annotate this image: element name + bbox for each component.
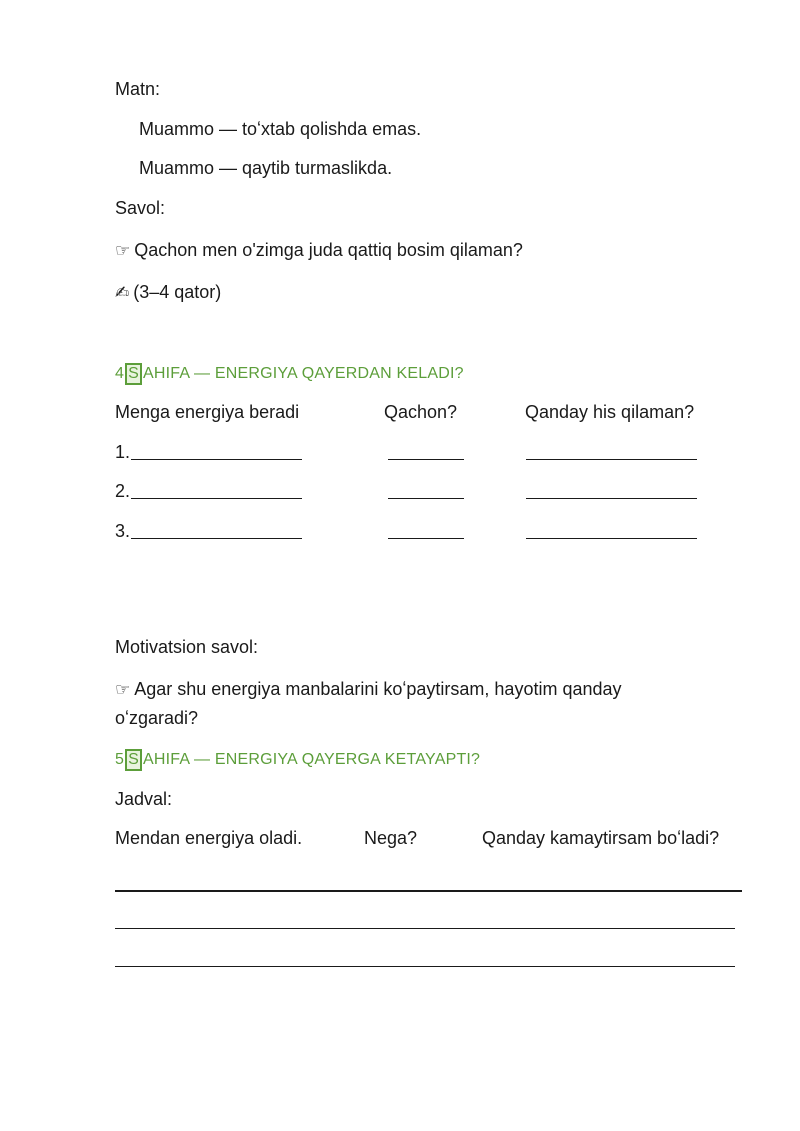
section-4-title: AHIFA — ENERGIYA QAYERDAN KELADI? bbox=[142, 365, 464, 382]
answer-line-1[interactable] bbox=[115, 890, 742, 892]
motivation-question-text-1: Agar shu energiya manbalarini koʻpaytirsam, hayotim qanday bbox=[134, 679, 622, 699]
column-header-energy-drain: Mendan energiya oladi. bbox=[115, 828, 303, 848]
row-number-3: 3. bbox=[115, 521, 131, 541]
row-2-feeling-blank[interactable] bbox=[526, 498, 697, 499]
row-1-feeling-blank[interactable] bbox=[526, 459, 697, 460]
column-header-energy-source: Menga energiya beradi bbox=[115, 402, 300, 422]
section-5-heading bbox=[115, 748, 480, 772]
question-text: Qachon men o'zimga juda qattiq bosim qilaman? bbox=[134, 240, 523, 260]
section-5-boxed-letter: S bbox=[125, 749, 142, 771]
section-4-number: 4 bbox=[115, 365, 125, 382]
writing-hand-icon: ✍ bbox=[115, 283, 130, 303]
section-4-heading bbox=[115, 362, 464, 386]
motivation-question-line-1 bbox=[115, 677, 622, 702]
column-header-how-reduce: Qanday kamaytirsam boʻladi? bbox=[482, 828, 720, 848]
quote-line-2: Muammo — qaytib turmaslikda. bbox=[139, 158, 393, 178]
row-2-when-blank[interactable] bbox=[388, 498, 464, 499]
motivation-label: Motivatsion savol: bbox=[115, 637, 259, 657]
section-4-boxed-letter: S bbox=[125, 363, 142, 385]
row-1-when-blank[interactable] bbox=[388, 459, 464, 460]
row-number-1: 1. bbox=[115, 442, 131, 462]
row-3-feeling-blank[interactable] bbox=[526, 538, 697, 539]
section-5-title: AHIFA — ENERGIYA QAYERGA KETAYAPTI? bbox=[142, 751, 481, 768]
savol-label: Savol: bbox=[115, 198, 166, 218]
row-number-2: 2. bbox=[115, 481, 131, 501]
row-3-source-blank[interactable] bbox=[131, 538, 302, 539]
pointing-hand-icon: ☞ bbox=[115, 680, 131, 700]
section-5-number: 5 bbox=[115, 751, 125, 768]
answer-line-2[interactable] bbox=[115, 928, 735, 929]
answer-line-3[interactable] bbox=[115, 966, 735, 967]
pointing-hand-icon: ☞ bbox=[115, 241, 131, 261]
column-header-when: Qachon? bbox=[384, 402, 458, 422]
column-header-feeling: Qanday his qilaman? bbox=[525, 402, 695, 422]
quote-line-1: Muammo — toʻxtab qolishda emas. bbox=[139, 119, 422, 139]
row-2-source-blank[interactable] bbox=[131, 498, 302, 499]
row-1-source-blank[interactable] bbox=[131, 459, 302, 460]
matn-label: Matn: bbox=[115, 79, 161, 99]
write-hint-text: (3–4 qator) bbox=[133, 282, 222, 302]
write-hint-line bbox=[115, 280, 221, 305]
column-header-why: Nega? bbox=[364, 828, 418, 848]
motivation-question-line-2: oʻzgaradi? bbox=[115, 708, 199, 728]
question-line bbox=[115, 238, 523, 263]
jadval-label: Jadval: bbox=[115, 789, 173, 809]
row-3-when-blank[interactable] bbox=[388, 538, 464, 539]
